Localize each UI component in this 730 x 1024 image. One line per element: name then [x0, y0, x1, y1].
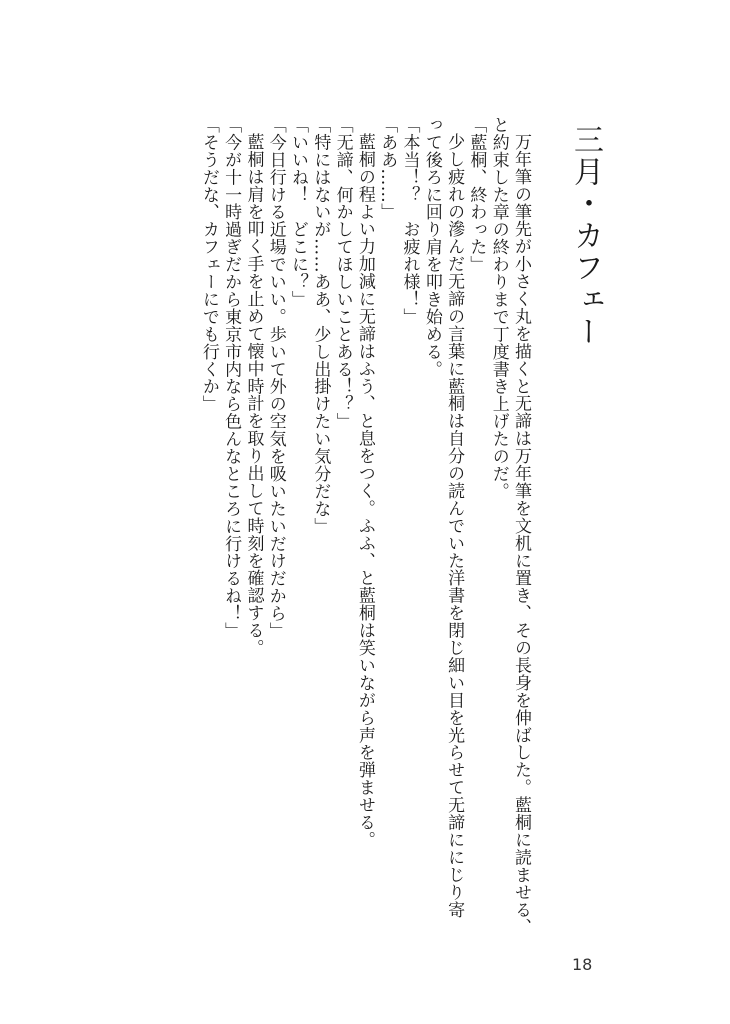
- paragraph: 「ああ……」: [377, 116, 398, 221]
- paragraph: 「そうだな、カフェーにでも行くか」: [198, 116, 219, 413]
- paragraph: 藍桐の程よい力加減に无諦はふう、と息をつく。ふふ、と藍桐は笑いながら声を弾ませる。: [354, 133, 375, 849]
- page-number: 18: [572, 955, 593, 974]
- paragraph: 「藍桐、終わった」: [466, 116, 487, 274]
- chapter-title: 三月・カフェー: [568, 124, 603, 348]
- body-text: [92, 116, 532, 936]
- paragraph: 「无諦、何かしてほしいことある！？」: [332, 116, 353, 431]
- paragraph: と約束した章の終わりまで丁度書き上げたのだ。: [488, 116, 509, 500]
- paragraph: 「いいね！ どこに？」: [288, 116, 309, 308]
- paragraph: 「本当！？ お疲れ様！」: [399, 116, 420, 326]
- paragraph: 「特にはないが……ああ、少し出掛けたい気分だな」: [310, 116, 331, 535]
- paragraph: 藍桐は肩を叩く手を止めて懐中時計を取り出して時刻を確認する。: [243, 133, 264, 657]
- paragraph: 「今が十一時過ぎだから東京市内なら色んなところに行けるね！」: [221, 116, 242, 640]
- paragraph: 「今日行ける近場でいい。歩いて外の空気を吸いたいだけだから」: [265, 116, 286, 640]
- paragraph: 少し疲れの滲んだ无諦の言葉に藍桐は自分の読んでいた洋書を閉じ細い目を光らせて无諦ににじり寄: [444, 133, 465, 919]
- paragraph: って後ろに回り肩を叩き始める。: [421, 116, 442, 378]
- paragraph: 万年筆の筆先が小さく丸を描くと无諦は万年筆を文机に置き、その長身を伸ばした。藍桐に読ませる、: [511, 133, 531, 936]
